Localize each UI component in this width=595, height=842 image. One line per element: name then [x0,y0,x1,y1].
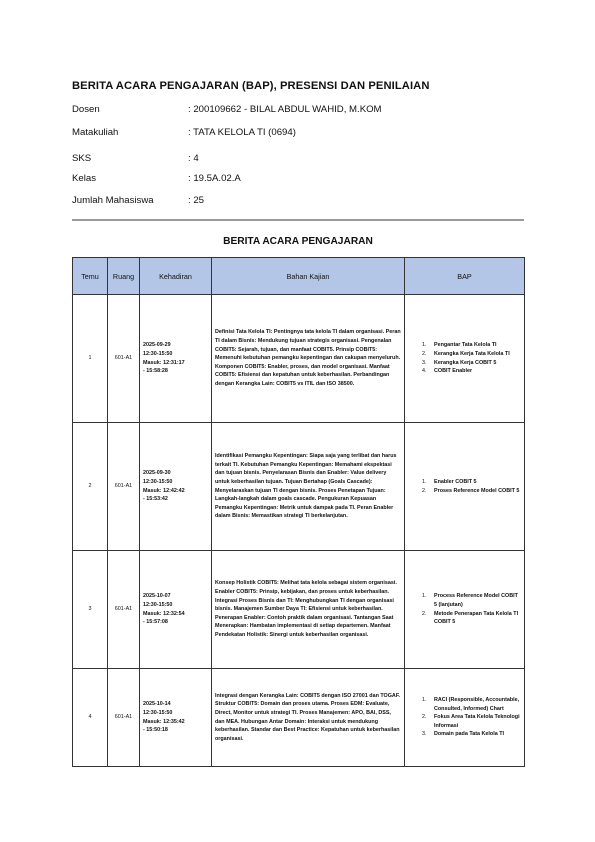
cell-kehadiran [140,423,212,551]
kehadiran-date: 2025-09-30 [143,470,171,477]
table-row [73,423,525,551]
bap-item: 2. Metode Penerapan Tata Kelola TI COBIT 5 [428,610,521,627]
kehadiran-date: 2025-09-29 [143,342,171,349]
bap-list [428,696,521,739]
bap-item: 4. COBIT Enabler [428,367,521,376]
cell-temu: 1 [73,295,108,423]
header-ruang: Ruang [108,258,140,295]
cell-bap [405,423,525,551]
cell-bahan-kajian: Konsep Holistik COBIT5: Melihat tata kelola sebagai sistem organisasi. Enabler COBIT5: Prinsip, kebijakan, dan proses untuk keberhasilan. Integrasi Proses Bisnis dan TI: Menghubungkan TI dengan organisasi bisnis. Manajemen Sumber Daya TI: Efisiensi untuk keberhasilan. Penerapan Enabler: Contoh praktik dalam organisasi. Tantangan Saat Menerapkan: Hambatan implementasi di setiap departemen. Manfaat Pendekatan Holistik: Sinergi untuk keberhasilan organisasi. [212,551,405,669]
cell-ruang: 601-A1 [108,295,140,423]
cell-bap [405,295,525,423]
info-value: : 4 [188,153,199,164]
kehadiran-keluar: - 15:58:28 [143,368,168,375]
section-divider [72,219,524,221]
bap-item: 1. RACI (Responsible, Accountable, Consulted, Informed) Chart [428,696,521,713]
info-value: : 19.5A.02.A [188,173,241,184]
cell-temu: 2 [73,423,108,551]
kehadiran-time: 12:30-15:50 [143,350,173,357]
cell-kehadiran [140,669,212,767]
header-temu: Temu [73,258,108,295]
info-value: : 25 [188,195,205,206]
kehadiran-keluar: - 15:57:08 [143,619,168,626]
cell-ruang: 601-A1 [108,669,140,767]
info-value: : TATA KELOLA TI (0694) [188,127,296,138]
bap-table [72,257,525,767]
document-title: BERITA ACARA PENGAJARAN (BAP), PRESENSI DAN PENILAIAN [72,80,430,92]
bap-list [428,341,521,375]
cell-bap [405,551,525,669]
header-bahan-kajian: Bahan Kajian [212,258,405,295]
cell-bap [405,669,525,767]
info-label: Jumlah Mahasiswa [72,195,154,206]
info-label: Matakuliah [72,127,119,138]
bap-item: 1. Enabler COBIT 5 [428,478,521,487]
kehadiran-masuk: Masuk: 12:35:42 [143,718,185,725]
kehadiran-date: 2025-10-07 [143,593,171,600]
bap-item: 2. Proses Reference Model COBIT 5 [428,487,521,496]
info-label: Dosen [72,104,100,115]
table-row [73,551,525,669]
kehadiran-time: 12:30-15:50 [143,709,173,716]
bap-item: 2. Fokus Area Tata Kelola Teknologi Informasi [428,713,521,730]
bap-list [428,478,521,495]
kehadiran-masuk: Masuk: 12:31:17 [143,359,185,366]
table-row [73,295,525,423]
cell-bahan-kajian: Integrasi dengan Kerangka Lain: COBIT5 dengan ISO 27001 dan TOGAF. Struktur COBIT5: Domain dan proses utama. Proses EDM: Evaluate, Direct, Monitor untuk strategi TI. Proses Manajemen: APO, BAI, DSS, dan MEA. Hubungan Antar Domain: Interaksi untuk mendukung keberhasilan. Standar dan Best Practice: Kepatuhan untuk keberhasilan organisasi. [212,669,405,767]
info-value: : 200109662 - BILAL ABDUL WAHID, M.KOM [188,104,382,115]
cell-bahan-kajian: Definisi Tata Kelola TI: Pentingnya tata kelola TI dalam organisasi. Peran TI dalam Bisnis: Mendukung tujuan strategis organisasi. Pengenalan COBIT5: Sejarah, tujuan, dan manfaat COBIT5. Prinsip COBIT5: Memenuhi kebutuhan pemangku kepentingan dan cakupan menyeluruh. Komponen COBIT5: Enabler, proses, dan model organisasi. Manfaat COBIT5: Efisiensi dan kepatuhan untuk keberhasilan. Perbandingan dengan Kerangka Lain: COBIT5 vs ITIL dan ISO 38500. [212,295,405,423]
cell-kehadiran [140,551,212,669]
kehadiran-masuk: Masuk: 12:42:42 [143,487,185,494]
info-label: Kelas [72,173,96,184]
cell-ruang: 601-A1 [108,551,140,669]
bap-item: 3. Kerangka Kerja COBIT 5 [428,359,521,368]
section-title: BERITA ACARA PENGAJARAN [223,236,373,247]
header-kehadiran: Kehadiran [140,258,212,295]
bap-item: 2. Kerangka Kerja Tata Kelola TI [428,350,521,359]
table-header-row [73,258,525,295]
info-label: SKS [72,153,92,164]
kehadiran-time: 12:30-15:50 [143,601,173,608]
kehadiran-masuk: Masuk: 12:32:54 [143,610,185,617]
kehadiran-keluar: - 15:53:42 [143,496,168,503]
bap-list [428,592,521,626]
table-row [73,669,525,767]
cell-kehadiran [140,295,212,423]
bap-item: 3. Domain pada Tata Kelola TI [428,730,521,739]
cell-temu: 4 [73,669,108,767]
bap-item: 1. Process Reference Model COBIT 5 (lanjutan) [428,592,521,609]
kehadiran-keluar: - 15:50:18 [143,727,168,734]
bap-item: 1. Pengantar Tata Kelola TI [428,341,521,350]
kehadiran-time: 12:30-15:50 [143,478,173,485]
cell-bahan-kajian: Identifikasi Pemangku Kepentingan: Siapa saja yang terlibat dan harus terkait TI. Kebutuhan Pemangku Kepentingan: Memahami ekspektasi dan tujuan bisnis. Penyelarasan Bisnis dan Enabler: Value delivery untuk keberhasilan tujuan. Tujuan Bertahap (Goals Cascade): Menyelaraskan tujuan TI dengan bisnis. Proses Penetapan Tujuan: Langkah-langkah dalam goals cascade. Pengukuran Kepuasan Pemangku Kepentingan: Metrik untuk dampak pada TI. Peran Enabler dalam Bisnis: Memastikan strategi TI berkelanjutan. [212,423,405,551]
header-bap: BAP [405,258,525,295]
kehadiran-date: 2025-10-14 [143,701,171,708]
cell-ruang: 601-A1 [108,423,140,551]
cell-temu: 3 [73,551,108,669]
